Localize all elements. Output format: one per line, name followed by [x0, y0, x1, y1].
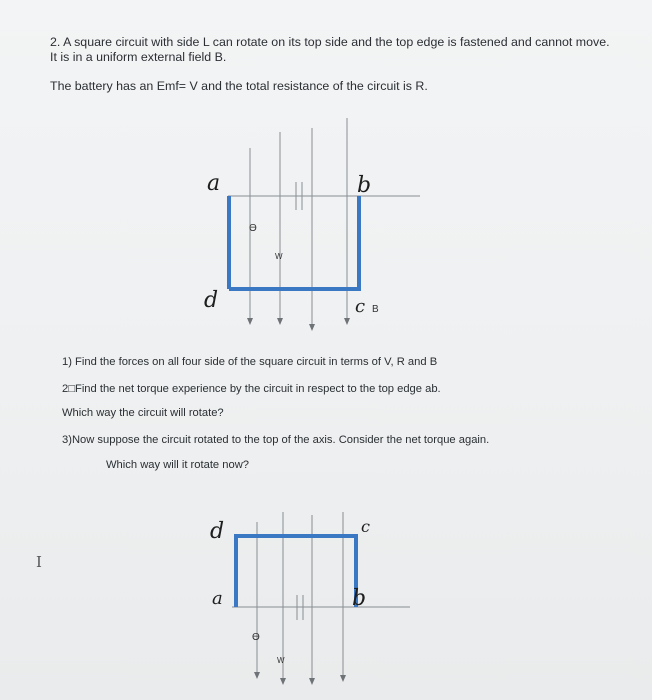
question-2: 2□Find the net torque experience by the circuit in respect to the top edge ab.: [62, 383, 441, 395]
question-3-followup: Which way will it rotate now?: [106, 459, 250, 471]
label-d: d: [204, 288, 219, 313]
label-B-field: B: [372, 304, 379, 315]
question-2-followup: Which way the circuit will rotate?: [62, 407, 224, 419]
field-arrowheads: [247, 318, 350, 331]
label-a: a: [207, 171, 221, 196]
square-circuit: [229, 196, 361, 289]
label-b-2: b: [352, 586, 367, 611]
field-arrow: [277, 318, 283, 325]
field-arrow: [309, 324, 315, 331]
field-arrow: [344, 318, 350, 325]
label-W: W: [275, 252, 283, 261]
text-cursor-icon: I: [36, 553, 42, 571]
label-c-2: c: [361, 517, 370, 536]
problem-line-1: 2. A square circuit with side L can rotate on its top side and the top edge is fastened and cannot move.: [50, 35, 610, 49]
problem-line-2: It is in a uniform external field B.: [50, 50, 227, 64]
label-a-2: a: [212, 588, 223, 609]
label-W-2: W: [277, 656, 285, 665]
label-theta: ϴ: [249, 223, 257, 234]
field-arrow: [247, 318, 253, 325]
question-3: 3)Now suppose the circuit rotated to the top of the axis. Consider the net torque again.: [62, 434, 490, 446]
label-d-2: d: [210, 519, 225, 544]
label-c: c: [355, 296, 366, 317]
label-b: b: [357, 173, 372, 198]
question-1: 1) Find the forces on all four side of the square circuit in terms of V, R and B: [62, 356, 438, 368]
problem-line-3: The battery has an Emf= V and the total resistance of the circuit is R.: [50, 79, 428, 93]
label-theta-2: ϴ: [252, 632, 260, 643]
